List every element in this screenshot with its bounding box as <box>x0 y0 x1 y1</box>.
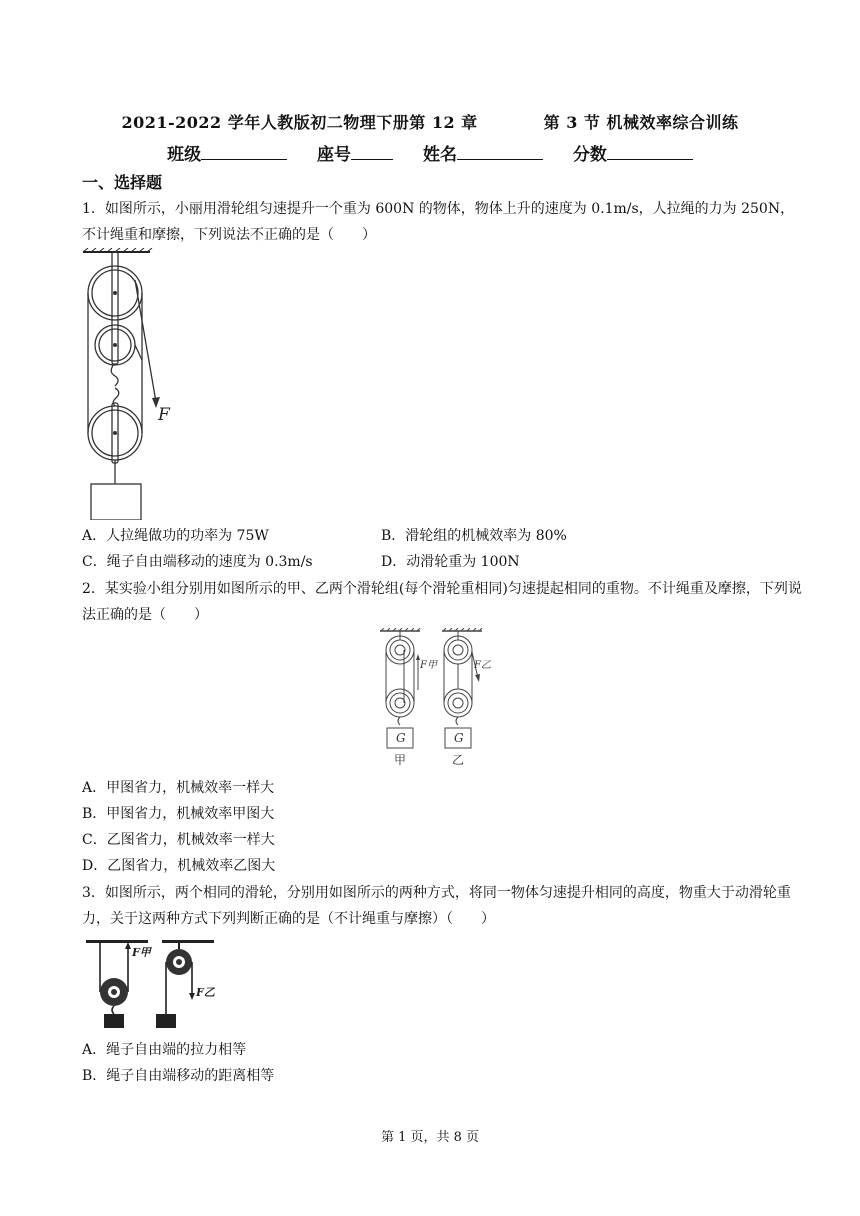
class-field[interactable]: 班级 <box>167 140 287 165</box>
caption-yi: 乙 <box>452 753 465 767</box>
question-2-option-b[interactable]: B．甲图省力，机械效率甲图大 <box>82 806 275 822</box>
name-blank[interactable] <box>457 143 543 160</box>
force-label-jia: F甲 <box>420 660 437 671</box>
question-1-stem: 1．如图所示，小丽用滑轮组匀速提升一个重为 600N 的物体，物体上升的速度为 0.1m/s，人拉绳的力为 250N，不计绳重和摩擦，下列说法不正确的是（ ） <box>82 201 795 243</box>
force-label-yi-3: F乙 <box>196 986 215 999</box>
title-left: 2021-2022 学年人教版初二物理下册第 12 章 <box>121 113 478 132</box>
student-info-row <box>0 140 860 165</box>
question-1-option-b[interactable]: B．滑轮组的机械效率为 80% <box>381 528 567 544</box>
weight-label-yi: G <box>454 731 464 745</box>
force-label-yi: F乙 <box>474 660 491 671</box>
weight-label-jia: G <box>396 731 406 745</box>
score-blank[interactable] <box>607 143 693 160</box>
section-heading: 一、选择题 <box>82 173 163 192</box>
question-3-stem: 3．如图所示，两个相同的滑轮，分别用如图所示的两种方式，将同一物体匀速提升相同的高度，物重大于动滑轮重力，关于这两种方式下列判断正确的是（不计绳重与摩擦）（ ） <box>82 885 791 927</box>
question-2-figure <box>370 628 510 768</box>
page-footer: 第 1 页，共 8 页 <box>380 1130 480 1145</box>
question-2-option-c[interactable]: C．乙图省力，机械效率一样大 <box>82 832 275 848</box>
caption-jia: 甲 <box>394 753 407 767</box>
score-field[interactable]: 分数 <box>573 140 693 165</box>
name-field[interactable]: 姓名 <box>423 140 543 165</box>
seat-blank[interactable] <box>351 143 393 160</box>
page-title <box>0 110 860 133</box>
seat-field[interactable]: 座号 <box>317 140 393 165</box>
question-3-option-a[interactable]: A．绳子自由端的拉力相等 <box>82 1042 247 1058</box>
question-2-option-d[interactable]: D．乙图省力，机械效率乙图大 <box>82 858 276 874</box>
question-1-option-a[interactable]: A．人拉绳做功的功率为 75W <box>82 528 269 544</box>
question-2-option-a[interactable]: A．甲图省力，机械效率一样大 <box>82 780 275 796</box>
class-blank[interactable] <box>201 143 287 160</box>
title-right: 第 3 节 机械效率综合训练 <box>543 113 739 132</box>
question-3-option-b[interactable]: B．绳子自由端移动的距离相等 <box>82 1068 275 1084</box>
question-3-figure <box>86 938 226 1030</box>
question-1-option-d[interactable]: D．动滑轮重为 100N <box>381 554 520 570</box>
question-1-option-c[interactable]: C．绳子自由端移动的速度为 0.3m/s <box>82 554 313 570</box>
force-label-jia-3: F甲 <box>132 946 151 959</box>
question-1-figure <box>80 248 190 520</box>
force-label-f: F <box>158 405 170 425</box>
question-2-stem: 2．某实验小组分别用如图所示的甲、乙两个滑轮组(每个滑轮重相同)匀速提起相同的重物。不计绳重及摩擦，下列说法正确的是（ ） <box>82 581 802 623</box>
